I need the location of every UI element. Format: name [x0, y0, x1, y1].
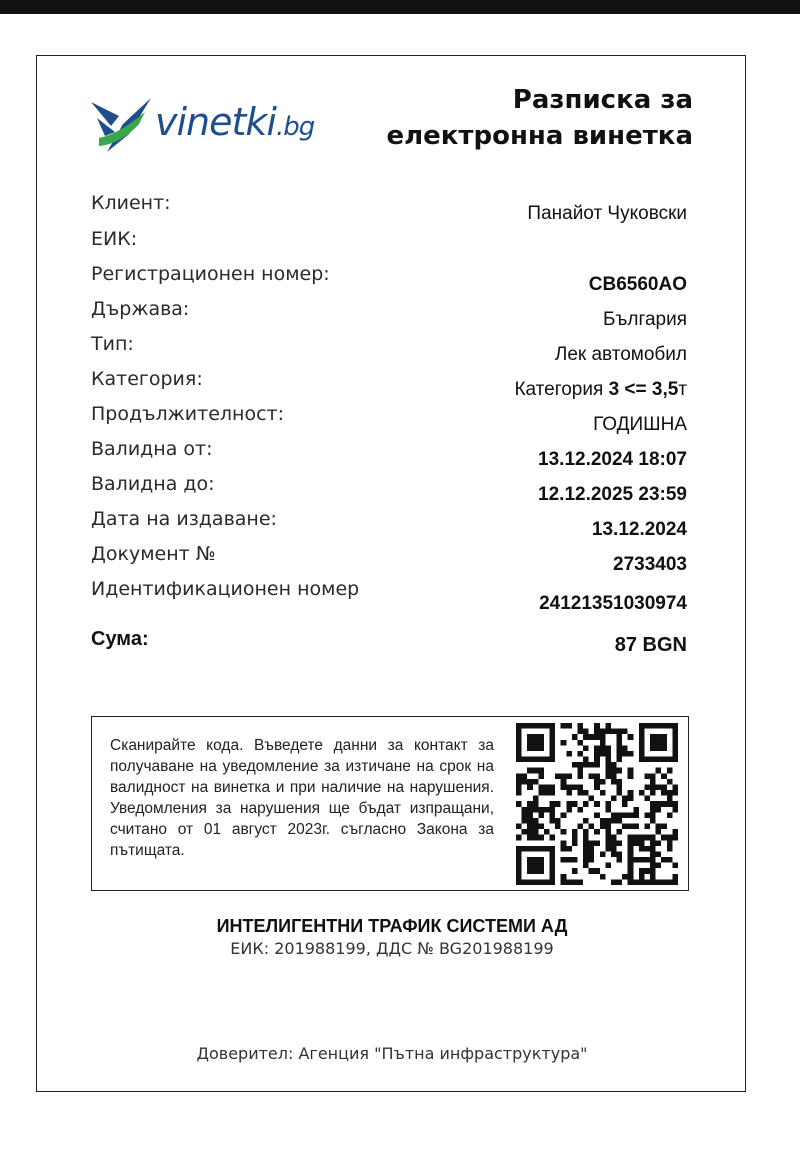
value-id-number: 24121351030974	[539, 593, 687, 614]
category-bold: 3 <= 3,5	[608, 379, 679, 400]
qr-notice-text: Сканирайте кода. Въведете данни за контакт за получаване на уведомление за изтичане на срок на валидност на винетка и при наличие на нарушения. Уведомления за нарушения ще бъдат изпращани, считано от 01 август 2023г. съгласно Закона за пътищата.	[110, 737, 494, 859]
label-reg-number: Регистрационен номер:	[91, 263, 330, 285]
label-issue-date: Дата на издаване:	[91, 508, 277, 530]
logo-brand: vinetki	[155, 100, 276, 144]
value-valid-from: 13.12.2024 18:07	[538, 449, 687, 470]
label-valid-from: Валидна от:	[91, 438, 213, 460]
value-type: Лек автомобил	[554, 344, 687, 365]
top-black-bar	[0, 0, 800, 14]
value-category	[514, 379, 687, 401]
category-suffix: т	[678, 379, 687, 400]
label-client: Клиент:	[91, 192, 171, 214]
value-reg-number: CB6560AO	[588, 274, 687, 295]
sum-value: 87 BGN	[614, 634, 687, 656]
qr-notice-box	[91, 716, 689, 891]
logo-mark-icon	[89, 94, 153, 154]
title-line-1: Разписка за	[512, 85, 693, 115]
label-eik: ЕИК:	[91, 228, 138, 250]
receipt-title	[386, 82, 693, 154]
sum-label: Сума:	[91, 628, 149, 650]
value-country: България	[603, 309, 687, 330]
value-document-no: 2733403	[613, 554, 687, 575]
label-duration: Продължителност:	[91, 403, 285, 425]
label-valid-to: Валидна до:	[91, 473, 215, 495]
label-country: Държава:	[91, 298, 190, 320]
vignette-receipt	[36, 55, 746, 1092]
logo-tld: .bg	[275, 112, 315, 142]
qr-code-icon[interactable]	[516, 723, 678, 885]
title-line-2: електронна винетка	[386, 121, 693, 151]
label-document-no: Документ №	[91, 543, 216, 565]
label-type: Тип:	[91, 333, 134, 355]
value-issue-date: 13.12.2024	[591, 519, 687, 540]
category-prefix: Категория	[514, 379, 609, 400]
trustee-line: Доверител: Агенция "Пътна инфраструктура"	[196, 1044, 588, 1063]
value-duration: ГОДИШНА	[593, 414, 687, 435]
label-category: Категория:	[91, 368, 203, 390]
logo-wordmark	[155, 100, 314, 144]
vinetki-logo	[89, 94, 339, 154]
value-valid-to: 12.12.2025 23:59	[538, 484, 687, 505]
company-name: ИНТЕЛИГЕНТНИ ТРАФИК СИСТЕМИ АД	[216, 916, 568, 936]
label-id-number: Идентификационен номер	[91, 578, 360, 600]
value-client: Панайот Чуковски	[527, 203, 687, 224]
company-ids: ЕИК: 201988199, ДДС № BG201988199	[230, 939, 554, 958]
